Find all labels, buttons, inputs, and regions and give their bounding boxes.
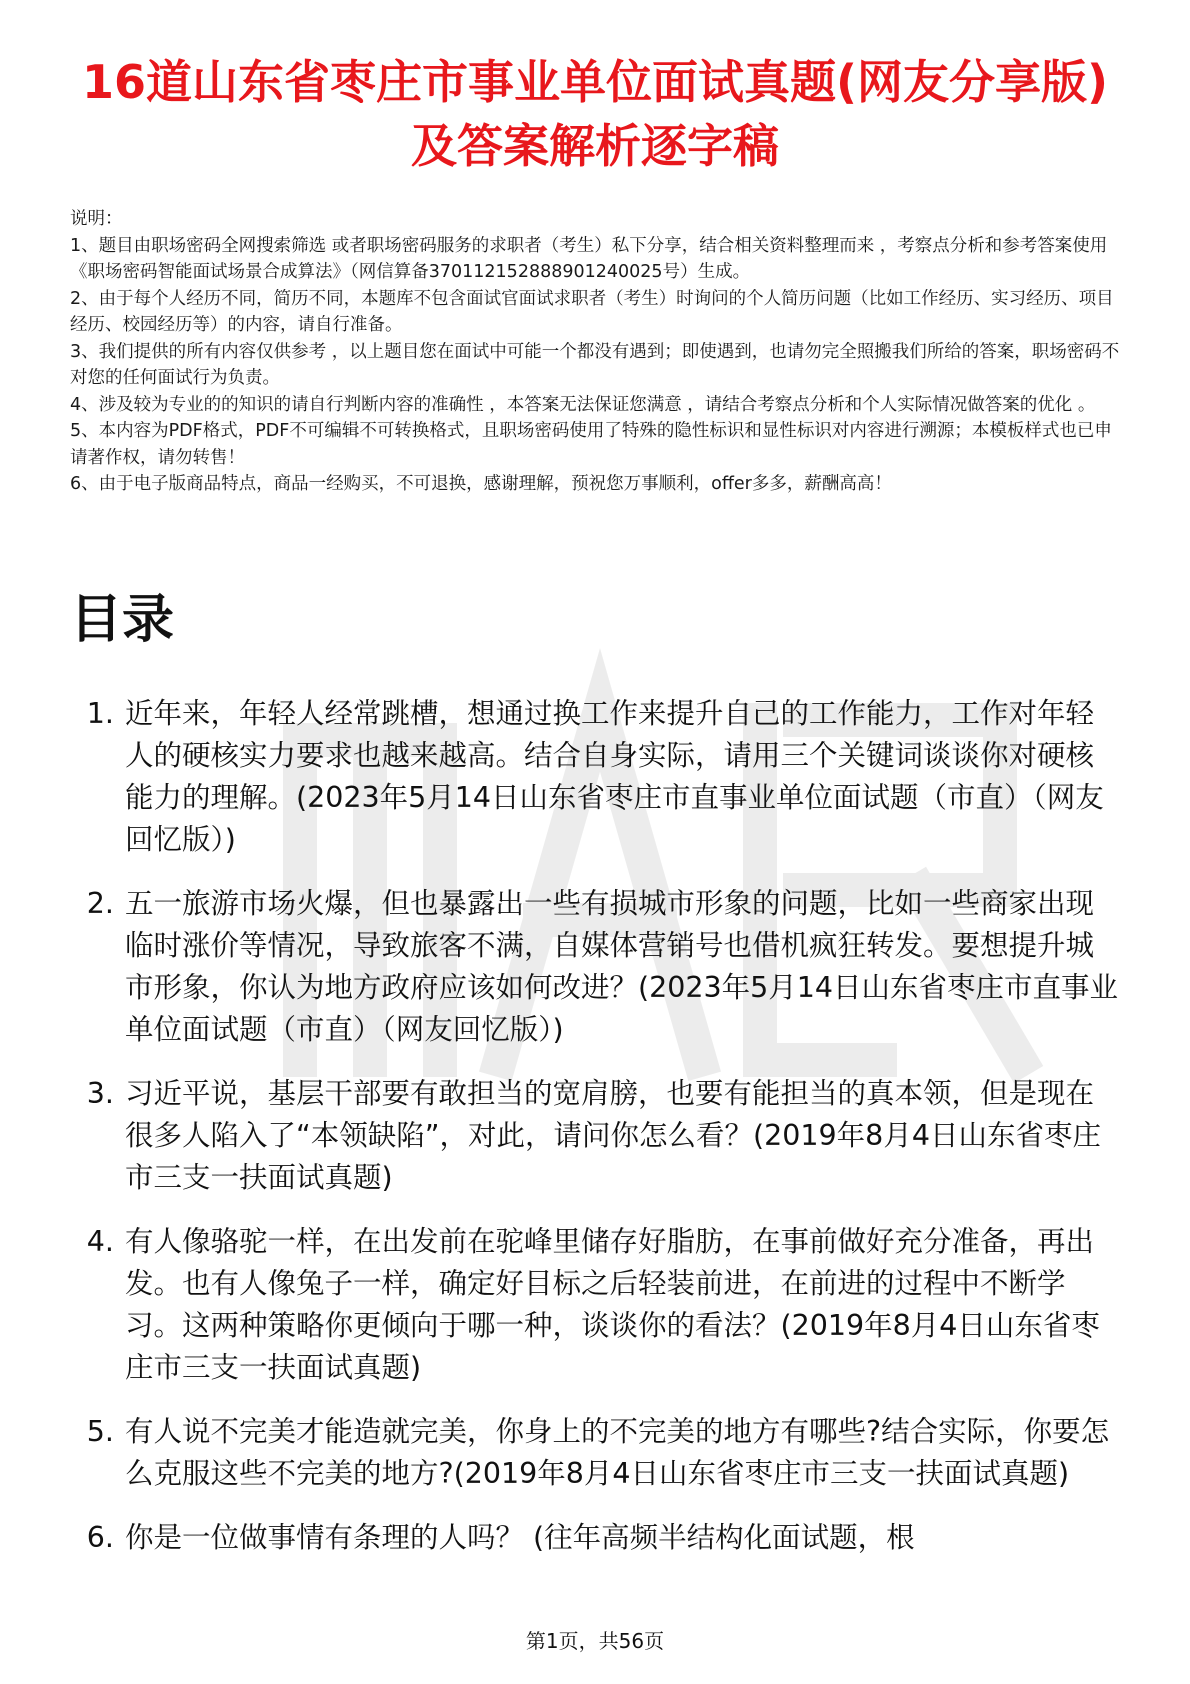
toc-item-number: 5. <box>86 1415 114 1448</box>
toc-item-text: 五一旅游市场火爆，但也暴露出一些有损城市形象的问题，比如一些商家出现临时涨价等情况，导致旅客不满，自媒体营销号也借机疯狂转发。要想提升城市形象，你认为地方政府应该如何改进？(2023年5月14日山东省枣庄市直事业单位面试题（市直）（网友回忆版）) <box>125 887 1119 1046</box>
toc-item-text: 近年来，年轻人经常跳槽，想通过换工作来提升自己的工作能力，工作对年轻人的硬核实力要求也越来越高。结合自身实际，请用三个关键词谈谈你对硬核能力的理解。(2023年5月14日山东省枣庄市直事业单位面试题（市直）（网友回忆版）) <box>125 697 1104 856</box>
toc-item[interactable] <box>70 693 1120 861</box>
toc-item-number: 1. <box>86 697 114 730</box>
toc-item-number: 3. <box>86 1077 114 1110</box>
toc-item-text: 有人说不完美才能造就完美，你身上的不完美的地方有哪些?结合实际，你要怎么克服这些不完美的地方?(2019年8月4日山东省枣庄市三支一扶面试真题) <box>125 1415 1110 1490</box>
toc-item[interactable] <box>70 1411 1120 1495</box>
document-title: 16道山东省枣庄市事业单位面试真题(网友分享版)及答案解析逐字稿 <box>81 55 1109 173</box>
note-item: 2、由于每个人经历不同，简历不同，本题库不包含面试官面试求职者（考生）时询问的个人简历问题（比如工作经历、实习经历、项目经历、校园经历等）的内容，请自行准备。 <box>70 288 1114 335</box>
toc-item-text: 有人像骆驼一样，在出发前在驼峰里储存好脂肪，在事前做好充分准备，再出发。也有人像兔子一样，确定好目标之后轻装前进，在前进的过程中不断学习。这两种策略你更倾向于哪一种，谈谈你的看法？(2019年8月4日山东省枣庄市三支一扶面试真题) <box>125 1225 1100 1384</box>
toc-item[interactable] <box>70 883 1120 1051</box>
notes-section <box>70 206 1120 498</box>
note-item: 1、题目由职场密码全网搜索筛选 或者职场密码服务的求职者（考生）私下分享，结合相关资料整理而来 ，考察点分析和参考答案使用《职场密码智能面试场景合成算法》（网信算备370112152888901240025号）生成。 <box>70 235 1108 282</box>
note-item: 6、由于电子版商品特点，商品一经购买，不可退换，感谢理解，预祝您万事顺利，offer多多，薪酬高高！ <box>70 474 892 494</box>
toc-item-number: 6. <box>86 1521 114 1554</box>
toc-item[interactable] <box>70 1517 1120 1559</box>
toc-list <box>70 693 1120 1581</box>
notes-heading: 说明： <box>70 209 123 229</box>
note-item: 5、本内容为PDF格式，PDF不可编辑不可转换格式，且职场密码使用了特殊的隐性标识和显性标识对内容进行溯源；本模板样式也已申请著作权，请勿转售！ <box>70 421 1112 468</box>
toc-item-text: 你是一位做事情有条理的人吗？ (往年高频半结构化面试题，根 <box>125 1521 915 1554</box>
note-item: 3、我们提供的所有内容仅供参考 ，以上题目您在面试中可能一个都没有遇到；即使遇到，也请勿完全照搬我们所给的答案，职场密码不对您的任何面试行为负责。 <box>70 341 1120 388</box>
toc-item-number: 2. <box>86 887 114 920</box>
toc-item[interactable] <box>70 1221 1120 1389</box>
toc-item-text: 习近平说，基层干部要有敢担当的宽肩膀，也要有能担当的真本领，但是现在很多人陷入了“本领缺陷”，对此，请问你怎么看？(2019年8月4日山东省枣庄市三支一扶面试真题) <box>125 1077 1101 1194</box>
page-footer: 第1页，共56页 <box>525 1629 665 1653</box>
toc-item[interactable] <box>70 1073 1120 1199</box>
note-item: 4、涉及较为专业的的知识的请自行判断内容的准确性 ，本答案无法保证您满意 ，请结合考察点分析和个人实际情况做答案的优化 。 <box>70 394 1096 415</box>
toc-item-number: 4. <box>86 1225 114 1258</box>
toc-heading: 目录 <box>70 590 175 650</box>
